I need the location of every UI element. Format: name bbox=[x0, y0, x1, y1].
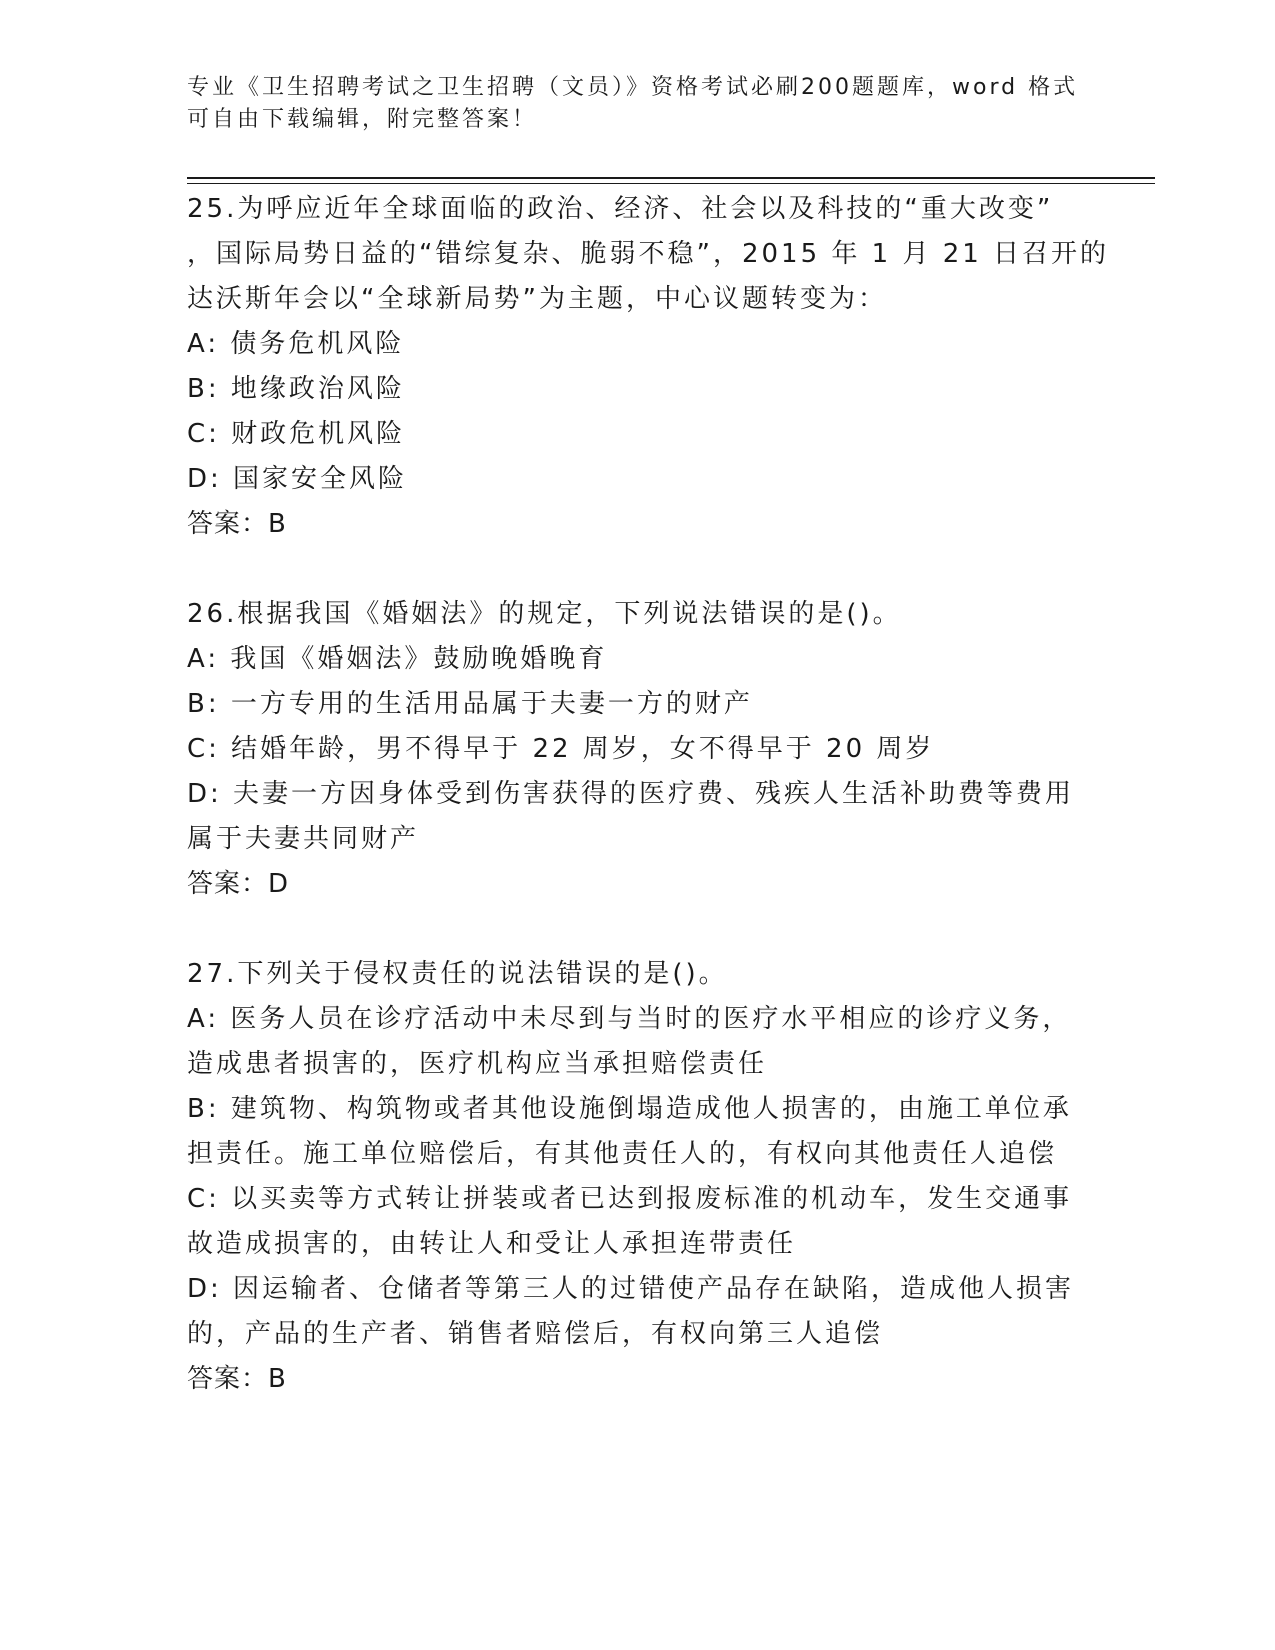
header-divider-thin bbox=[187, 183, 1155, 184]
option-a: A: 债务危机风险 bbox=[187, 329, 405, 359]
question-stem-line: 25.为呼应近年全球面临的政治、经济、社会以及科技的“重大改变” bbox=[187, 194, 1054, 224]
question-stem-line: 27.下列关于侵权责任的说法错误的是()。 bbox=[187, 959, 728, 989]
question-26 bbox=[187, 592, 1087, 907]
option-b: B: 一方专用的生活用品属于夫妻一方的财产 bbox=[187, 689, 753, 719]
answer-label: 答案：B bbox=[187, 1364, 287, 1394]
question-25 bbox=[187, 187, 1110, 547]
answer-label: 答案：D bbox=[187, 869, 290, 899]
document-header bbox=[187, 72, 1079, 136]
option-d-continued: 属于夫妻共同财产 bbox=[187, 824, 420, 854]
option-b: B: 地缘政治风险 bbox=[187, 374, 405, 404]
question-stem-line: 26.根据我国《婚姻法》的规定，下列说法错误的是()。 bbox=[187, 599, 902, 629]
question-stem-line: ，国际局势日益的“错综复杂、脆弱不稳”，2015 年 1 月 21 日召开的 bbox=[187, 239, 1110, 269]
option-c: C: 结婚年龄，男不得早于 22 周岁，女不得早于 20 周岁 bbox=[187, 734, 935, 764]
option-d: D: 国家安全风险 bbox=[187, 464, 408, 494]
option-b-continued: 担责任。施工单位赔偿后，有其他责任人的，有权向其他责任人追偿 bbox=[187, 1139, 1058, 1169]
question-list bbox=[187, 187, 1110, 1402]
option-d: D: 夫妻一方因身体受到伤害获得的医疗费、残疾人生活补助费等费用 bbox=[187, 779, 1075, 809]
header-divider-thick bbox=[187, 177, 1155, 179]
option-d-continued: 的，产品的生产者、销售者赔偿后，有权向第三人追偿 bbox=[187, 1319, 884, 1349]
header-line-2: 可自由下载编辑，附完整答案！ bbox=[187, 107, 538, 132]
option-a: A: 医务人员在诊疗活动中未尽到与当时的医疗水平相应的诊疗义务， bbox=[187, 1004, 1072, 1034]
header-line-1: 专业《卫生招聘考试之卫生招聘（文员）》资格考试必刷200题题库，word 格式 bbox=[187, 75, 1079, 100]
option-d: D: 因运输者、仓储者等第三人的过错使产品存在缺陷，造成他人损害 bbox=[187, 1274, 1075, 1304]
question-27 bbox=[187, 952, 1087, 1402]
option-a: A: 我国《婚姻法》鼓励晚婚晚育 bbox=[187, 644, 608, 674]
question-stem-line: 达沃斯年会以“全球新局势”为主题，中心议题转变为： bbox=[187, 284, 887, 314]
option-a-continued: 造成患者损害的，医疗机构应当承担赔偿责任 bbox=[187, 1049, 768, 1079]
option-c: C: 以买卖等方式转让拼装或者已达到报废标准的机动车，发生交通事 bbox=[187, 1184, 1073, 1214]
option-c: C: 财政危机风险 bbox=[187, 419, 406, 449]
option-c-continued: 故造成损害的，由转让人和受让人承担连带责任 bbox=[187, 1229, 797, 1259]
option-b: B: 建筑物、构筑物或者其他设施倒塌造成他人损害的，由施工单位承 bbox=[187, 1094, 1072, 1124]
answer-label: 答案：B bbox=[187, 509, 287, 539]
